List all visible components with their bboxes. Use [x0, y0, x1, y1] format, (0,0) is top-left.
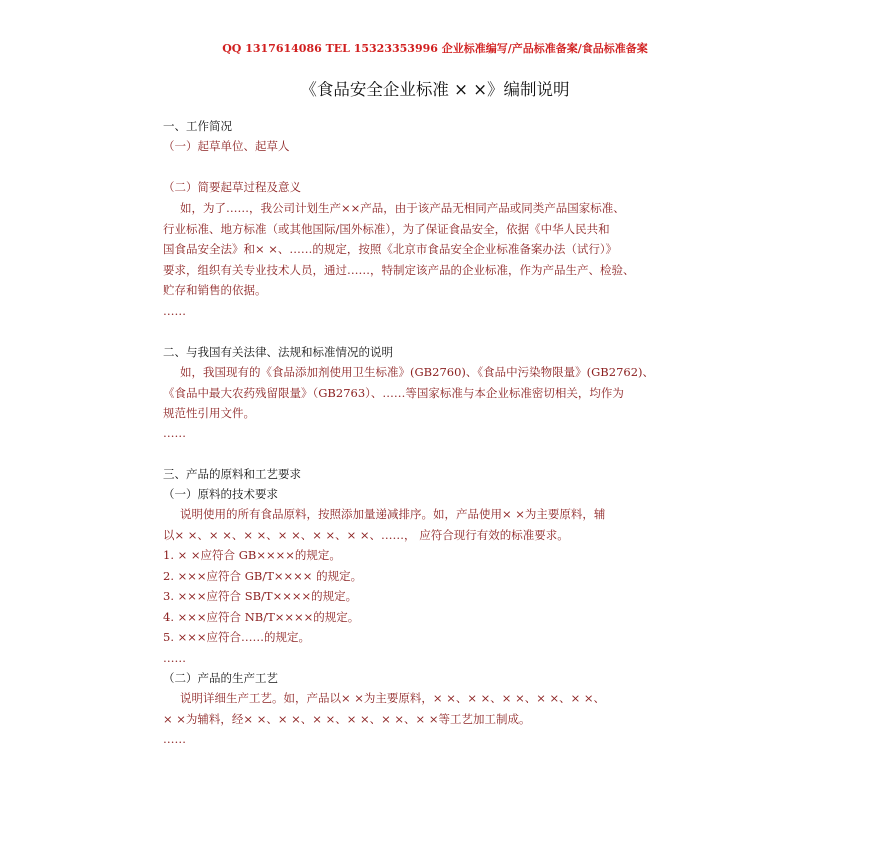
paragraph-line: 说明详细生产工艺。如，产品以× ×为主要原料，× ×、× ×、× ×、× ×、× ×、 [180, 691, 606, 705]
paragraph-line: 国食品安全法》和× ×、……的规定，按照《北京市食品安全企业标准备案办法（试行）》 [163, 242, 618, 256]
paragraph-line: 《食品中最大农药残留限量》（GB2763）、……等国家标准与本企业标准密切相关，均作为 [163, 386, 624, 400]
list-item: 2. ×××应符合 GB/T×××× 的规定。 [163, 569, 363, 583]
paragraph-line: 说明使用的所有食品原料，按照添加量递减排序。如，产品使用× ×为主要原料，辅 [180, 507, 606, 521]
paragraph-line: 如，我国现有的《食品添加剂使用卫生标准》(GB2760)、《食品中污染物限量》(GB2762)、 [180, 365, 655, 379]
section-2-heading: 二、与我国有关法律、法规和标准情况的说明 [163, 345, 393, 359]
ellipsis-line: …… [163, 732, 186, 746]
list-item: 3. ×××应符合 SB/T××××的规定。 [163, 589, 358, 603]
paragraph-line: 要求，组织有关专业技术人员，通过……，特制定该产品的企业标准，作为产品生产、检验、 [163, 263, 635, 277]
document-title: 《食品安全企业标准 × ×》编制说明 [300, 80, 570, 99]
paragraph-line: 贮存和销售的依据。 [163, 283, 267, 297]
list-item: 1. × ×应符合 GB××××的规定。 [163, 548, 341, 562]
paragraph-line: 以× ×、× ×、× ×、× ×、× ×、× ×、……， 应符合现行有效的标准要求。 [163, 528, 569, 542]
ellipsis-line: …… [163, 651, 186, 665]
header-contact-banner: QQ 1317614086 TEL 15323353996 企业标准编写/产品标准备案/食品标准备案 [222, 42, 648, 55]
ellipsis-line: …… [163, 304, 186, 318]
section-3-subheading-1: （一）原料的技术要求 [163, 487, 278, 501]
section-1-subheading-1: （一）起草单位、起草人 [163, 139, 290, 153]
section-3-subheading-2: （二）产品的生产工艺 [163, 671, 278, 685]
section-1-subheading-2: （二）简要起草过程及意义 [163, 180, 301, 194]
paragraph-line: × ×为辅料，经× ×、× ×、× ×、× ×、× ×、× ×等工艺加工制成。 [163, 712, 531, 726]
section-3-heading: 三、产品的原料和工艺要求 [163, 467, 301, 481]
section-1-heading: 一、工作简况 [163, 119, 232, 133]
list-item: 4. ×××应符合 NB/T××××的规定。 [163, 610, 360, 624]
list-item: 5. ×××应符合……的规定。 [163, 630, 311, 644]
paragraph-line: 行业标准、地方标准（或其他国际/国外标准），为了保证食品安全，依据《中华人民共和 [163, 222, 610, 236]
paragraph-line: 如，为了……，我公司计划生产××产品，由于该产品无相同产品或同类产品国家标准、 [180, 201, 625, 215]
paragraph-line: 规范性引用文件。 [163, 406, 255, 420]
ellipsis-line: …… [163, 426, 186, 440]
